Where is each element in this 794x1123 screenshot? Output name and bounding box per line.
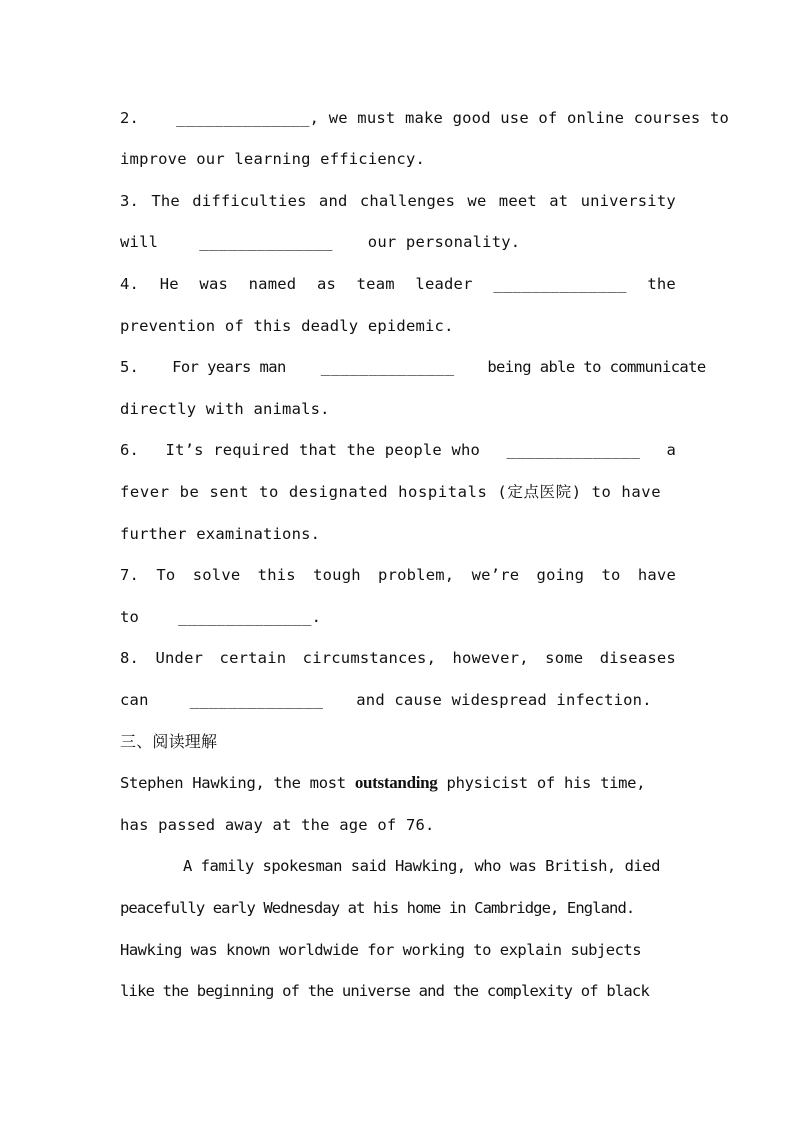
question-6-line-3 bbox=[120, 524, 676, 544]
question-6-line-1 bbox=[120, 440, 676, 460]
question-text: For years man bbox=[172, 358, 286, 376]
answer-blank[interactable]: ______________ bbox=[178, 608, 312, 626]
word: diseases bbox=[599, 649, 676, 667]
question-4-line-2 bbox=[120, 316, 676, 336]
question-8-line-1 bbox=[120, 648, 676, 668]
passage-line-6 bbox=[120, 981, 676, 1001]
word: challenges bbox=[359, 192, 456, 210]
word: some bbox=[545, 649, 584, 667]
question-text: prevention of this deadly epidemic. bbox=[120, 317, 454, 335]
section-heading: 三、阅读理解 bbox=[120, 732, 218, 751]
question-number: 7. bbox=[120, 566, 140, 584]
passage-text: Hawking was known worldwide for working to explain subjects bbox=[120, 941, 642, 959]
answer-blank[interactable]: ______________ bbox=[506, 441, 640, 459]
word: and bbox=[318, 192, 348, 210]
word: going bbox=[536, 566, 585, 584]
answer-blank[interactable]: ______________ bbox=[199, 233, 333, 251]
question-number: 8. bbox=[120, 649, 140, 667]
word: The bbox=[151, 192, 180, 210]
question-text: being able to communicate bbox=[487, 358, 706, 376]
answer-blank[interactable]: ______________ bbox=[320, 358, 455, 376]
bold-keyword: outstanding bbox=[354, 773, 438, 792]
answer-blank[interactable]: ______________ bbox=[176, 109, 310, 127]
passage-text: has passed away at the age of 76. bbox=[120, 816, 435, 834]
question-2-line-2 bbox=[120, 149, 676, 169]
word: as bbox=[316, 275, 337, 293]
passage-line-5 bbox=[120, 940, 676, 960]
passage-line-3 bbox=[120, 856, 676, 876]
word: problem, bbox=[378, 566, 455, 584]
word: named bbox=[248, 275, 297, 293]
word: to bbox=[601, 566, 621, 584]
word: however, bbox=[452, 649, 529, 667]
word: university bbox=[580, 192, 676, 210]
passage-line-2 bbox=[120, 815, 676, 835]
word: Under bbox=[155, 649, 204, 667]
passage-line-4 bbox=[120, 898, 676, 918]
passage-text: like the beginning of the universe and the complexity of black bbox=[120, 982, 649, 1000]
word: To bbox=[156, 566, 176, 584]
word: we’re bbox=[471, 566, 520, 584]
question-3-line-1 bbox=[120, 191, 676, 211]
question-text: will bbox=[120, 233, 159, 251]
passage-text: physicist of his time, bbox=[437, 774, 646, 792]
question-text: fever be sent to designated hospitals (定点医院) to have bbox=[120, 483, 662, 501]
question-text: , we must make good use of online courses to bbox=[309, 109, 730, 127]
word: this bbox=[257, 566, 296, 584]
word: at bbox=[549, 192, 569, 210]
question-text: and cause widespread infection. bbox=[356, 691, 652, 709]
question-8-line-2 bbox=[120, 690, 676, 710]
question-4-line-1 bbox=[120, 274, 676, 294]
question-text: can bbox=[120, 691, 149, 709]
question-number: 3. bbox=[120, 192, 140, 210]
question-text: improve our learning efficiency. bbox=[120, 150, 426, 168]
word: tough bbox=[313, 566, 361, 584]
question-text: directly with animals. bbox=[120, 400, 330, 418]
question-number: 6. bbox=[120, 441, 140, 459]
question-number: 5. bbox=[120, 358, 140, 376]
question-text: our personality. bbox=[367, 233, 521, 251]
word: meet bbox=[498, 192, 537, 210]
answer-blank[interactable]: ______________ bbox=[189, 691, 324, 709]
question-number: 2. bbox=[120, 109, 140, 127]
word: leader bbox=[415, 275, 473, 293]
question-text: to bbox=[120, 608, 140, 626]
word: certain bbox=[219, 649, 287, 667]
word: team bbox=[356, 275, 395, 293]
question-3-line-2 bbox=[120, 232, 676, 252]
question-7-line-1 bbox=[120, 565, 676, 585]
word: He bbox=[159, 275, 179, 293]
answer-blank[interactable]: ______________ bbox=[493, 275, 627, 293]
question-5-line-1 bbox=[120, 357, 706, 377]
question-6-line-2 bbox=[120, 482, 676, 502]
passage-line-1 bbox=[120, 773, 676, 793]
question-5-line-2 bbox=[120, 399, 676, 419]
word: a bbox=[666, 441, 676, 459]
word: solve bbox=[192, 566, 241, 584]
word: the bbox=[647, 275, 676, 293]
question-text: further examinations. bbox=[120, 525, 321, 543]
word: have bbox=[637, 566, 676, 584]
question-number: 4. bbox=[120, 275, 140, 293]
passage-text: A family spokesman said Hawking, who was British, died bbox=[183, 857, 660, 875]
word: we bbox=[467, 192, 487, 210]
word: difficulties bbox=[192, 192, 307, 210]
word: was bbox=[199, 275, 229, 293]
word: circumstances, bbox=[302, 649, 437, 667]
question-7-line-2 bbox=[120, 607, 676, 627]
question-text: It’s required that the people who bbox=[165, 441, 481, 459]
passage-text: Stephen Hawking, the most bbox=[120, 774, 355, 792]
question-text: . bbox=[311, 608, 322, 626]
passage-text: peacefully early Wednesday at his home in Cambridge, England. bbox=[120, 899, 635, 917]
question-2-line-1 bbox=[120, 108, 730, 128]
